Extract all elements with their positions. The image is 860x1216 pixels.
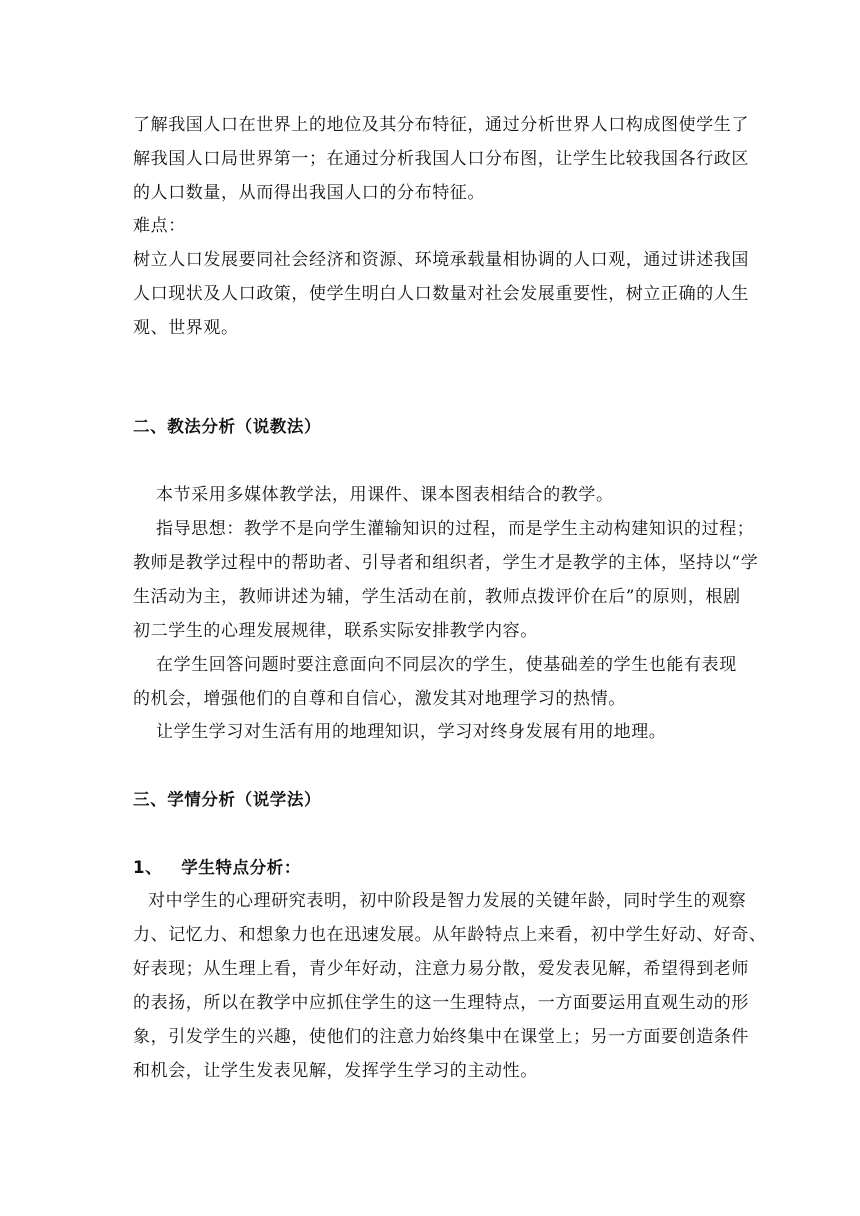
section3-line-6: 和机会，让学生发表见解，发挥学生学习的主动性。 [133,1061,538,1081]
section3-line-4: 的表扬，所以在教学中应抓住学生的这一生理特点，一方面要运用直观生动的形 [133,993,749,1013]
section2-p3-line-2: 的机会，增强他们的自尊和自信心，激发其对地理学习的热情。 [133,689,626,709]
intro-line-3: 的人口数量，从而得出我国人口的分布特征。 [133,183,485,203]
difficulty-label: 难点： [133,216,186,236]
section3-line-3: 好表现；从生理上看，青少年好动，注意力易分散，爱发表见解，希望得到老师 [133,959,749,979]
section3-heading: 三、学情分析（说学法） [133,790,322,809]
section2-p2-line-3: 生活动为主，教师讲述为辅，学生活动在前，教师点拨评价在后”的原则，根剧 [133,587,741,607]
section2-p2-line-1: 指导思想：教学不是向学生灌输知识的过程，而是学生主动构建知识的过程； [156,519,755,539]
section2-paragraph-1: 本节采用多媒体教学法，用课件、课本图表相结合的教学。 [156,485,614,505]
section3-line-5: 象，引发学生的兴趣，使他们的注意力始终集中在课堂上；另一方面要创造条件 [133,1027,749,1047]
intro-line-2: 解我国人口局世界第一；在通过分析我国人口分布图，让学生比较我国各行政区 [133,149,749,169]
section3-sub1-heading: 1、 学生特点分析： [133,858,301,877]
section2-p2-line-2: 教师是教学过程中的帮助者、引导者和组织者，学生才是教学的主体，坚持以“学 [133,553,759,573]
section3-line-2: 力、记忆力、和想象力也在迅速发展。从年龄特点上来看，初中学生好动、好奇、 [133,925,767,945]
section2-p3-line-1: 在学生回答问题时要注意面向不同层次的学生，使基础差的学生也能有表现 [156,655,737,675]
difficulty-line-3: 观、世界观。 [133,318,239,338]
section3-line-1: 对中学生的心理研究表明，初中阶段是智力发展的关键年龄，同时学生的观察 [148,891,747,911]
section2-p2-line-4: 初二学生的心理发展规律，联系实际安排教学内容。 [133,621,538,641]
section2-heading: 二、教法分析（说教法） [133,417,322,436]
section2-paragraph-4: 让学生学习对生活有用的地理知识，学习对终身发展有用的地理。 [156,722,667,742]
difficulty-line-2: 人口现状及人口政策，使学生明白人口数量对社会发展重要性，树立正确的人生 [133,284,749,304]
difficulty-line-1: 树立人口发展要同社会经济和资源、环境承载量相协调的人口观，通过讲述我国 [133,250,749,270]
intro-line-1: 了解我国人口在世界上的地位及其分布特征，通过分析世界人口构成图使学生了 [133,115,749,135]
